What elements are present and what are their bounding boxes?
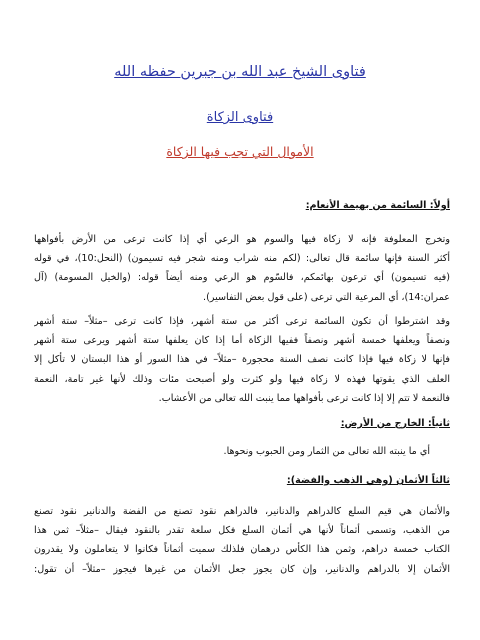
- sub-title: فتاوى الزكاة: [206, 110, 274, 125]
- section-3-heading: ثانياً: الخارج من الأرض:: [340, 418, 450, 429]
- main-title: فتاوى الشيخ عبد الله بن جبرين حفظه الله: [114, 64, 366, 80]
- paragraph-line: فالنعمة لا تتم إلا إذا كانت ترعى بأفواهها مما ينبت الله تعالى من الأعشاب.: [158, 392, 450, 404]
- paragraph-line: (فيه تسيمون) أي ترعون بهائمكم، فالسّوم هو الرعي ومنه أيضاً قوله: (والخيل المسومة) (آل: [34, 272, 450, 284]
- paragraph-line: العلف الذي يقوتها فهذه لا زكاة فيها ولو كثرت ولو أصبحت مئات وذلك لأنها غير تامة، النعمة: [34, 373, 450, 385]
- section-1-body: [34, 230, 450, 307]
- paragraph-line: الكتاب خمسة دراهم، وثمن هذا الكأس درهمان فلذلك سميت أثماناً فكانوا لا يتعاملون ولا يقدرون: [34, 544, 450, 556]
- topic-title: الأموال التي تجب فيها الزكاة: [166, 144, 314, 159]
- paragraph-line: الأثمان إلا بالدراهم والدنانير، وإن كان يجوز جعل الأثمان من غيرها فيجوز –مثلاً– أن تقول:: [34, 563, 450, 575]
- paragraph-line: والأثمان هي قيم السلع كالدراهم والدنانير، فالدراهم نقود تصنع من الفضة والدنانير نقود تصنع: [34, 506, 450, 517]
- paragraph-line: فإنها لا زكاة فيها فإذا كانت نصف السنة محجورة –مثلاً– في هذا السور أو هذا البستان لا تأكل إلا: [34, 354, 450, 366]
- paragraph-line: أكثر السنة فإنها سائمة قال تعالى: (لكم منه شراب ومنه شجر فيه تسيمون) (النحل:10)، في قوله: [34, 253, 450, 265]
- section-1-heading: أولاً: السائمة من بهيمة الأنعام:: [305, 200, 450, 211]
- section-4-body: [34, 502, 450, 579]
- paragraph-line: من الذهب، وتسمى أثماناً لأنها هي أثمان السلع فكل سلعة تقدر بالنقود فيقال –مثلاً– ثمن هذا: [34, 525, 450, 537]
- paragraph-line: وقد اشترطوا أن تكون السائمة ترعى أكثر من ستة أشهر، فإذا كانت ترعى –مثلاً– ستة أشهر: [34, 316, 450, 327]
- paragraph-line: أي ما ينبته الله تعالى من الثمار ومن الحبوب ونحوها.: [223, 446, 430, 457]
- paragraph-line: عمران:14)، أي المرعية التي ترعى (على قول بعض التفاسير).: [203, 291, 450, 303]
- paragraph-line: وتخرج المعلوفة فإنه لا زكاة فيها والسوم هو الرعي أي إذا كانت ترعى من الأرض بأفواهها: [34, 234, 450, 245]
- section-4-heading: ثالثاً الأثمان (وهي الذهب والفضة):: [286, 475, 450, 486]
- section-2-body: [34, 312, 450, 408]
- paragraph-line: ونصفاً ويعلفها خمسة أشهر ونصفاً ففيها الزكاة أما إذا كان يعلفها ستة أشهر ويرعى ستة أشهر: [34, 335, 450, 347]
- section-3-body: [34, 442, 450, 461]
